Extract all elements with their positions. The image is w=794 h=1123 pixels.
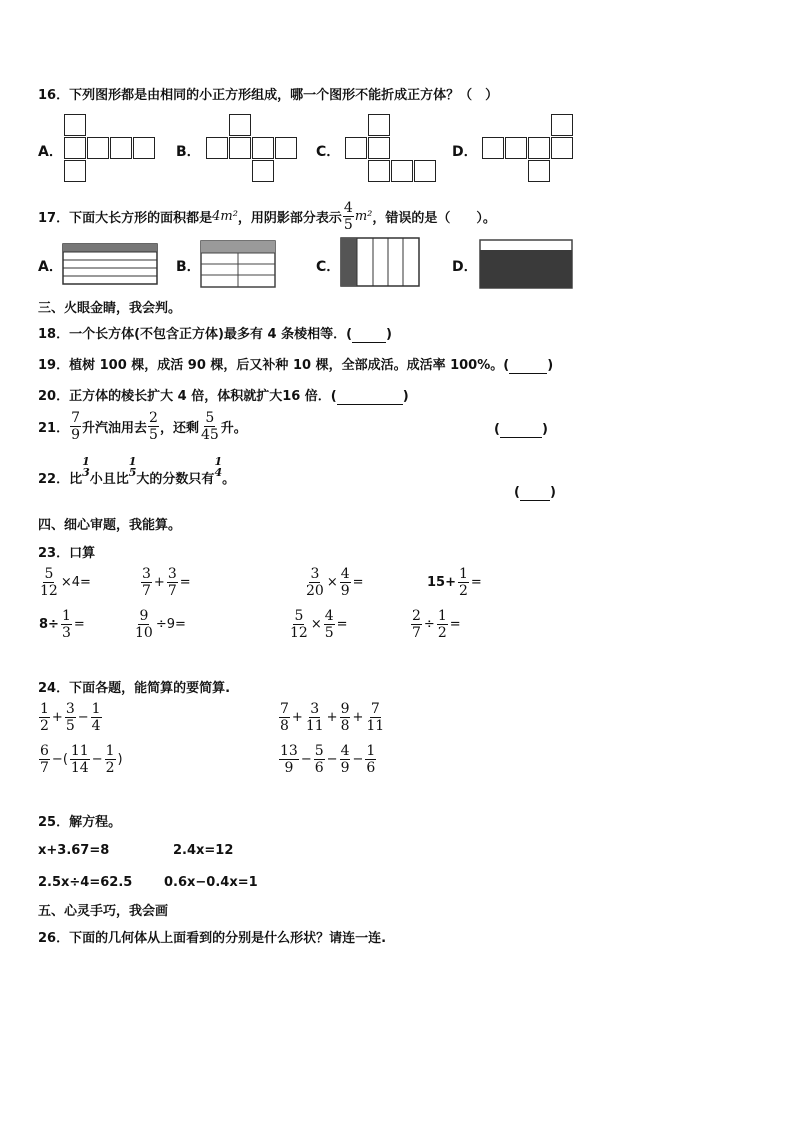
q17-option-d-label: D． <box>452 259 478 275</box>
q23-item-b: $\frac{3}{7}$ + $\frac{3}{7}$ = <box>142 566 191 599</box>
question-16-text: 16．下列图形都是由相同的小正方形组成，哪一个图形不能折成正方体？（ ） <box>38 88 499 103</box>
q17-option-b-label: B． <box>176 259 201 275</box>
q17-prefix: 17．下面大长方形的面积都是 <box>38 211 213 226</box>
q22-answer-blank[interactable] <box>520 485 550 501</box>
question-17-text <box>38 200 496 233</box>
q17-option-a-label: A． <box>38 259 63 275</box>
q16-option-d-label: D． <box>452 144 478 160</box>
question-23-title: 23．口算 <box>38 546 96 561</box>
q24-expression-3: $\frac{6}{7}$ −( $\frac{11}{14}$ − $\frac{1}{2}$ ) <box>40 743 123 776</box>
question-24-title: 24．下面各题，能简算的要简算. <box>38 681 231 696</box>
q23-item-a: $\frac{5}{12}$ ×4= <box>40 566 91 599</box>
q25-equation-2: 2.4x=12 <box>173 843 234 858</box>
q24-expression-1: $\frac{1}{2}$ + $\frac{3}{5}$ − $\frac{1}{4}$ <box>40 701 101 734</box>
q17-fraction: $\frac{4}{5}$ <box>343 200 353 233</box>
q23-item-d: 15+ $\frac{1}{2}$ = <box>427 566 482 599</box>
q24-expression-4: $\frac{13}{9}$ − $\frac{5}{6}$ − $\frac{4}{9}$ − $\frac{1}{6}$ <box>280 743 376 776</box>
q17-rect-a[interactable] <box>62 240 158 286</box>
q17-suffix: ，错误的是（ ）。 <box>372 211 496 226</box>
q17-option-c-label: C． <box>316 259 341 275</box>
q25-equation-3: 2.5x÷4=62.5 <box>38 875 133 890</box>
q17-area: 4m² <box>212 209 238 224</box>
question-26-text: 26．下面的几何体从上面看到的分别是什么形状？请连一连. <box>38 931 387 946</box>
q24-expression-2: $\frac{7}{8}$ + $\frac{3}{11}$ + $\frac{9}{8}$ + $\frac{7}{11}$ <box>280 701 385 734</box>
q16-option-b-label: B． <box>176 144 201 160</box>
q21-fraction-2: $\frac{2}{5}$ <box>149 410 158 443</box>
q17-unit: m² <box>354 209 373 224</box>
q22-answer: ( ) <box>514 485 556 500</box>
question-19: 19．植树 100 棵，成活 90 棵，后又补种 10 棵，全部成活。成活率 100%。( ) <box>38 358 554 373</box>
q22-fraction-1: 1 3 <box>82 455 90 479</box>
q21-answer: ( ) <box>494 422 548 437</box>
q23-item-e: 8÷ $\frac{1}{3}$ = <box>39 608 85 641</box>
q17-rect-c[interactable] <box>340 236 420 288</box>
q18-answer-blank[interactable] <box>352 327 386 343</box>
q16-option-c-label: C． <box>316 144 341 160</box>
section-4-heading: 四、细心审题，我能算。 <box>38 518 182 533</box>
q17-rect-d[interactable] <box>478 238 574 290</box>
q23-item-c: $\frac{3}{20}$ × $\frac{4}{9}$ = <box>306 566 364 599</box>
question-21: 21． $\frac{7}{9}$ 升汽油用去 $\frac{2}{5}$ ，还剩 $\frac{5}{45}$ 升。 <box>38 410 247 443</box>
q23-item-f: $\frac{9}{10}$ ÷9= <box>135 608 186 641</box>
q22-fraction-2: 1 5 <box>128 455 137 479</box>
q25-equation-1: x+3.67=8 <box>38 843 110 858</box>
q17-mid: ，用阴影部分表示 <box>237 211 342 226</box>
q21-answer-blank[interactable] <box>500 422 542 438</box>
section-3-heading: 三、火眼金睛，我会判。 <box>38 301 182 316</box>
q23-item-h: $\frac{2}{7}$ ÷ $\frac{1}{2}$ = <box>412 608 461 641</box>
q25-equation-4: 0.6x−0.4x=1 <box>164 875 258 890</box>
q19-answer-blank[interactable] <box>509 358 547 374</box>
q16-option-a-label: A． <box>38 144 63 160</box>
q21-fraction-3: $\frac{5}{45}$ <box>200 410 219 443</box>
q23-item-g: $\frac{5}{12}$ × $\frac{4}{5}$ = <box>290 608 348 641</box>
question-20: 20．正方体的棱长扩大 4 倍，体积就扩大16 倍．( ) <box>38 389 409 404</box>
question-22: 22．比 1 3 小且比 1 5 大的分数只有 1 4 。 <box>38 455 236 487</box>
question-25-title: 25．解方程。 <box>38 815 122 830</box>
q21-fraction-1: $\frac{7}{9}$ <box>71 410 81 443</box>
q17-rect-b[interactable] <box>200 239 276 289</box>
question-18: 18．一个长方体(不包含正方体)最多有 4 条棱相等．( ) <box>38 327 392 342</box>
section-5-heading: 五、心灵手巧，我会画 <box>38 904 169 919</box>
q20-answer-blank[interactable] <box>337 389 403 405</box>
q22-fraction-3: 1 4 <box>214 455 223 479</box>
